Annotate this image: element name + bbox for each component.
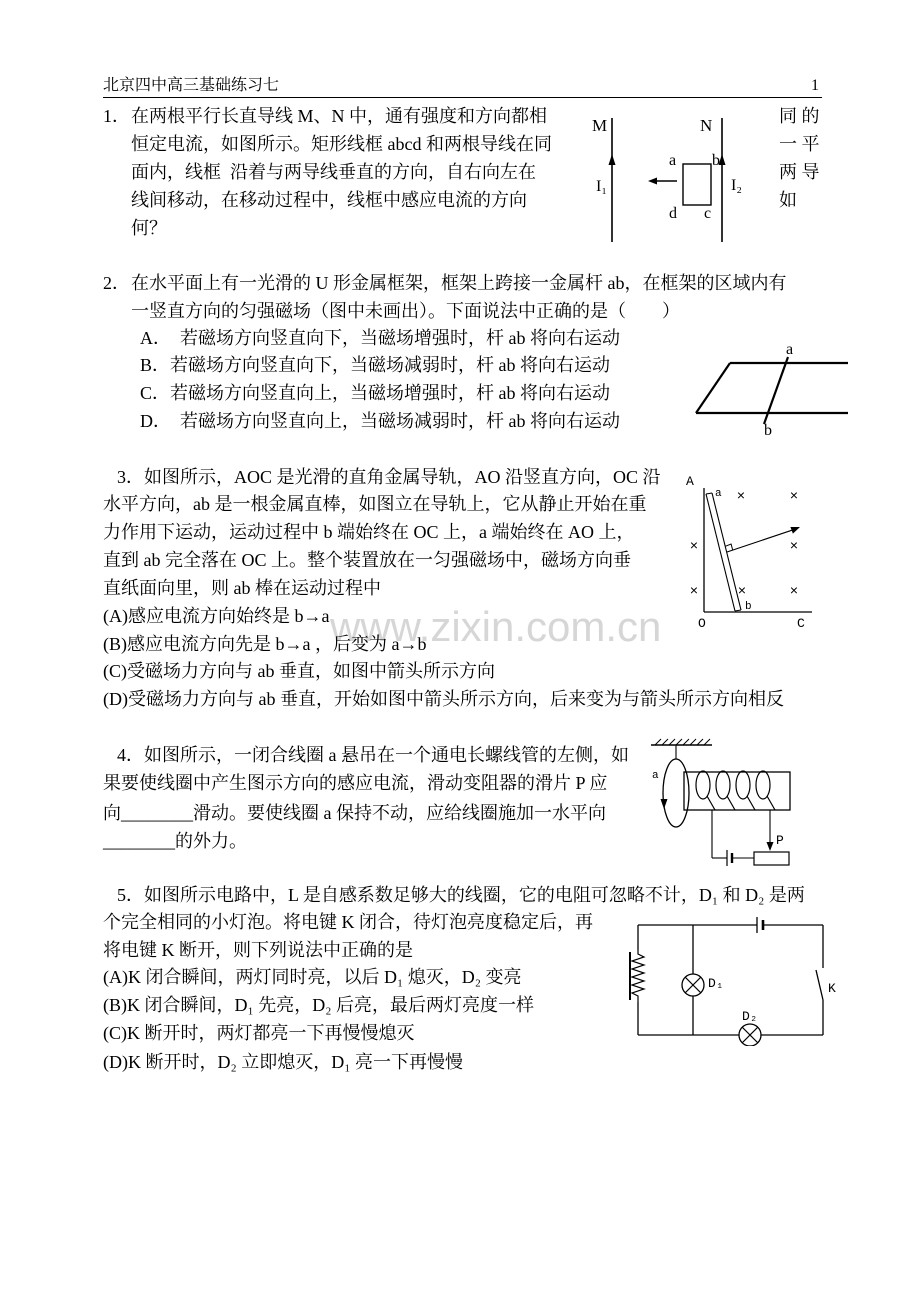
q5-line-3: 将电键 K 断开，则下列说法中正确的是 xyxy=(103,940,413,960)
rod-bottom-cap xyxy=(735,610,741,611)
point-o-label: O xyxy=(698,616,706,631)
q1-line-1: 在两根平行长直导线 M、N 中，通有强度和方向都相 xyxy=(131,106,548,126)
switch-k-label: K xyxy=(828,981,836,996)
closed-coil-a xyxy=(663,759,689,827)
motion-arrowhead xyxy=(648,178,657,185)
field-mark: × xyxy=(689,584,699,600)
field-mark: × xyxy=(789,539,799,555)
field-mark: × xyxy=(789,489,799,505)
q2-option-b: B．若磁场方向竖直向下，当磁场减弱时，杆 ab 将向右运动 xyxy=(140,355,610,375)
q1-side-fragment-1: 同 的 xyxy=(779,106,820,126)
q1-line-4: 线间移动，在移动过程中，线框中感应电流的方向 xyxy=(131,190,527,210)
corner-label-d: d xyxy=(669,205,677,222)
point-c-label: C xyxy=(797,616,805,631)
q4-line-2: 果要使线圈中产生图示方向的感应电流，滑动变阻器的滑片 P 应 xyxy=(103,773,608,793)
slider-label: P xyxy=(776,833,784,848)
watermark: www.zixin.com.cn xyxy=(330,603,662,650)
q3-line-3: 力作用下运动，运动过程中 b 端始终在 OC 上，a 端始终在 AO 上， xyxy=(103,522,635,542)
q5-line-1: 5．如图所示电路中，L 是自感系数足够大的线圈，它的电阻可忽略不计，D₁ 和 D₂ 是两 xyxy=(117,885,805,905)
q5-option-a: (A)K 闭合瞬间，两灯同时亮，以后 D₁ 熄灭，D₂ 变亮 xyxy=(103,967,522,987)
q1-line-5: 何？ xyxy=(131,218,167,238)
field-mark: × xyxy=(737,584,747,600)
lamp-d2 xyxy=(739,1024,761,1046)
q1-line-3: 面内，线框 沿着与两导线垂直的方向，自右向左在 xyxy=(131,162,536,182)
rod-edge-right xyxy=(712,493,741,610)
lamp-d2-label: D₂ xyxy=(742,1009,758,1024)
rod-edge-left xyxy=(706,494,735,611)
q5-option-d: (D)K 断开时，D₂ 立即熄灭，D₁ 亮一下再慢慢 xyxy=(103,1052,464,1072)
q5-line-2: 个完全相同的小灯泡。将电键 K 闭合，待灯泡亮度稳定后，再 xyxy=(103,912,593,932)
q4-line-4: ________的外力。 xyxy=(103,831,247,851)
q3-option-b: (B)感应电流方向先是 b→a ，后变为 a→b xyxy=(103,634,427,654)
q2-line-1: 在水平面上有一光滑的 U 形金属框架，框架上跨接一金属杆 ab，在框架的区域内有 xyxy=(131,273,787,293)
force-arrow xyxy=(727,530,792,552)
slider-arrowhead xyxy=(767,842,774,851)
q5-option-b: (B)K 闭合瞬间，D₁ 先亮，D₂ 后亮，最后两灯亮度一样 xyxy=(103,995,535,1015)
rod-end-a-label: a xyxy=(715,488,722,500)
lamp-d1 xyxy=(682,974,704,996)
q4-figure-coil-and-solenoid xyxy=(645,738,795,870)
q3-option-a: (A)感应电流方向始终是 b→a xyxy=(103,606,330,626)
q1-side-fragment-3: 两 导 xyxy=(779,162,820,182)
rod-end-a-label: a xyxy=(786,341,794,358)
q3-line-5: 直纸面向里，则 ab 棒在运动过程中 xyxy=(103,578,381,598)
rectangular-loop xyxy=(683,164,711,205)
q1-figure-parallel-wires xyxy=(585,108,757,246)
q1-number: 1． xyxy=(103,106,130,126)
inductor-coil-l xyxy=(632,950,644,1002)
q4-line-1: 4．如图所示，一闭合线圈 a 悬吊在一个通电长螺线管的左侧，如 xyxy=(117,745,629,765)
corner-label-c: c xyxy=(704,205,712,222)
q5-option-c: (C)K 断开时，两灯都亮一下再慢慢熄灭 xyxy=(103,1023,415,1043)
switch-blade xyxy=(816,970,823,1000)
q3-option-d: (D)受磁场力方向与 ab 垂直，开始如图中箭头所示方向，后来变为与箭头所示方向相反 xyxy=(103,689,784,709)
page-number: 1 xyxy=(811,77,819,94)
rod-end-b-label: b xyxy=(764,422,772,438)
q1-side-fragment-4: 如 xyxy=(779,190,797,210)
q5-figure-circuit xyxy=(622,912,842,1046)
corner-label-a: a xyxy=(669,152,677,169)
field-mark: × xyxy=(689,539,699,555)
q3-line-4: 直到 ab 完全落在 OC 上。整个装置放在一匀强磁场中，磁场方向垂 xyxy=(103,550,631,570)
q2-line-2: 一竖直方向的匀强磁场（图中未画出）。下面说法中正确的是（ ） xyxy=(131,301,680,321)
corner-label-b: b xyxy=(712,152,720,169)
header-title: 北京四中高三基础练习七 xyxy=(103,77,280,94)
q3-line-2: 水平方向，ab 是一根金属直棒，如图立在导轨上，它从静止开始在重 xyxy=(103,494,647,514)
q3-option-c: (C)受磁场力方向与 ab 垂直，如图中箭头所示方向 xyxy=(103,661,495,681)
current-label-i1: I₁ xyxy=(596,178,607,195)
coil-label: a xyxy=(652,770,659,782)
rheostat xyxy=(754,852,789,865)
q2-option-a: A． 若磁场方向竖直向下，当磁场增强时，杆 ab 将向右运动 xyxy=(140,328,620,348)
rod-top-cap xyxy=(706,493,712,494)
solenoid-windings xyxy=(696,771,775,810)
right-angle-mark xyxy=(726,544,733,550)
header-rule xyxy=(103,97,822,98)
induced-current-arrow xyxy=(661,799,668,809)
force-arrowhead xyxy=(790,527,800,534)
q2-figure-u-frame xyxy=(688,338,850,438)
point-a-label: A xyxy=(686,474,694,489)
wire-m-label: M xyxy=(592,116,608,135)
q2-option-c: C．若磁场方向竖直向上，当磁场增强时，杆 ab 将向右运动 xyxy=(140,383,610,403)
ceiling-hatching xyxy=(655,739,710,745)
q2-option-d: D． 若磁场方向竖直向上，当磁场减弱时，杆 ab 将向右运动 xyxy=(140,411,620,431)
q1-line-2: 恒定电流，如图所示。矩形线框 abcd 和两根导线在同 xyxy=(131,134,552,154)
q3-figure-right-angle-rail xyxy=(684,470,818,632)
field-mark: × xyxy=(736,489,746,505)
q4-line-3: 向________滑动。要使线圈 a 保持不动，应给线圈施加一水平向 xyxy=(103,803,606,823)
q1-side-fragment-2: 一 平 xyxy=(779,134,820,154)
q3-line-1: 3．如图所示，AOC 是光滑的直角金属导轨，AO 沿竖直方向，OC 沿 xyxy=(117,467,661,487)
field-mark: × xyxy=(789,584,799,600)
q2-number: 2． xyxy=(103,273,130,293)
lamp-d1-label: D₁ xyxy=(708,976,724,991)
current-label-i2: I₂ xyxy=(731,177,742,194)
wire-n-label: N xyxy=(700,116,713,135)
current-arrow-m xyxy=(609,154,616,165)
rod-end-b-label: b xyxy=(745,601,752,613)
frame-left-side xyxy=(696,363,730,413)
